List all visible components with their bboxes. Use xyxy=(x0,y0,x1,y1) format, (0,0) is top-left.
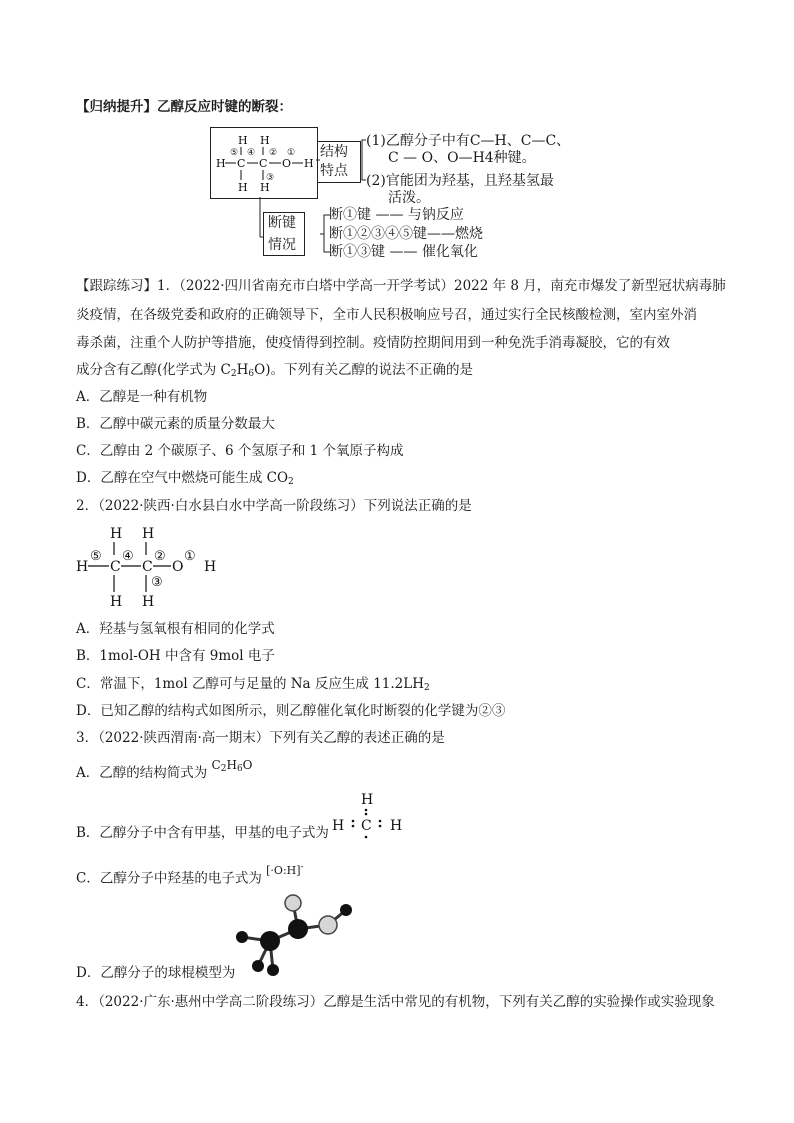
atom-h: H xyxy=(238,181,248,194)
atom-h: H xyxy=(238,134,248,147)
bond-label-1: ① xyxy=(287,148,296,158)
break-label-2: 情况 xyxy=(268,237,296,253)
q1-option-b[interactable]: B．乙醇中碳元素的质量分数最大 xyxy=(76,416,275,432)
break-label-1: 断键 xyxy=(268,215,296,231)
summary-heading: 【归纳提升】乙醇反应时键的断裂： xyxy=(76,99,292,115)
break-case-1: 断①键 —— 与钠反应 xyxy=(329,207,464,223)
atom-c: C xyxy=(237,157,246,170)
atom-c: C xyxy=(110,559,121,575)
q3-option-c-text: C．乙醇分子中羟基的电子式为 xyxy=(76,870,262,887)
structure-point-1a: (1)乙醇分子中有C—H、C—C、 xyxy=(366,133,571,149)
atom-c: C xyxy=(259,157,268,170)
atom-h: H xyxy=(110,526,123,542)
structure-label-1: 结构 xyxy=(320,144,348,160)
q2-ethanol-structure xyxy=(76,522,226,612)
bond-label-4: ④ xyxy=(247,148,256,158)
atom-h: H xyxy=(304,157,314,170)
atom-h: H xyxy=(390,818,403,834)
q3-option-a-text: A．乙醇的结构简式为 xyxy=(76,765,208,781)
q2-option-d[interactable]: D．已知乙醇的结构式如图所示，则乙醇催化氧化时断裂的化学键为②③ xyxy=(76,703,506,719)
subscript: 2 xyxy=(230,369,237,379)
q1-option-d-text: D．乙醇在空气中燃烧可能生成 CO xyxy=(76,470,289,486)
atom-h: H xyxy=(332,818,345,834)
bond-label-5: ⑤ xyxy=(230,148,239,158)
break-case-3: 断①③键 —— 催化氧化 xyxy=(329,244,478,260)
atom-c: C xyxy=(361,818,372,834)
ethanol-ball-stick-model xyxy=(230,890,365,980)
subscript: 2 xyxy=(424,683,430,693)
q3-option-a[interactable] xyxy=(76,758,253,786)
q4-stem: 4．（2022·广东·惠州中学高二阶段练习）乙醇是生活中常见的有机物，下列有关乙醇的实验操作或实验现象 xyxy=(76,994,715,1010)
atom-h: H xyxy=(110,594,123,610)
q1-intro-line-1: 【跟踪练习】1．（2022·四川省南充市白塔中学高一开学考试）2022 年 8 月，南充市爆发了新型冠状病毒肺 xyxy=(76,278,726,294)
q1-option-d[interactable] xyxy=(76,469,294,491)
bond-label-3: ③ xyxy=(151,575,163,590)
q1-option-c[interactable]: C．乙醇由 2 个碳原子、6 个氢原子和 1 个氧原子构成 xyxy=(76,443,404,459)
q1-intro-line-2: 炎疫情，在各级党委和政府的正确领导下，全市人民积极响应号召，通过实行全民核酸检测，室内室外消 xyxy=(76,307,697,323)
structure-point-1b: C — O、O—H4种键。 xyxy=(388,150,536,166)
hydroxyl-electron-formula: [·O:H]- xyxy=(266,861,304,877)
bond-label-1: ① xyxy=(184,549,196,564)
atom-h: H xyxy=(142,594,155,610)
break-case-2: 断①②③④⑤键——燃烧 xyxy=(329,226,483,242)
structure-point-2a: (2)官能团为羟基，且羟基氢最 xyxy=(366,173,554,189)
structure-label-2: 特点 xyxy=(320,163,348,179)
q1-intro-4b: H xyxy=(236,362,249,378)
atom-h: H xyxy=(204,559,217,575)
q1-option-a[interactable]: A．乙醇是一种有机物 xyxy=(76,389,208,405)
q1-intro-4a: 成分含有乙醇(化学式为 C xyxy=(76,362,231,378)
atom-h: H xyxy=(260,134,270,147)
atom-c: C xyxy=(142,559,153,575)
q2-option-b[interactable]: B．1mol-OH 中含有 9mol 电子 xyxy=(76,648,275,664)
q3-option-a-formula: $C_2H_6O$ xyxy=(211,758,253,774)
atom-o: O xyxy=(282,157,292,170)
bond-label-2: ② xyxy=(154,549,166,564)
q3-stem: 3．（2022·陕西渭南·高一期末）下列有关乙醇的表述正确的是 xyxy=(76,730,445,746)
q2-option-a[interactable]: A．羟基与氢氧根有相同的化学式 xyxy=(76,621,275,637)
q2-option-c[interactable] xyxy=(76,675,430,697)
atom-o: O xyxy=(172,559,184,575)
q1-intro-line-3: 毒杀菌，注重个人防护等措施，使疫情得到控制。疫情防控期间用到一种免洗手消毒凝胶，它的有效 xyxy=(76,335,670,351)
structure-point-2b: 活泼。 xyxy=(388,190,430,206)
bond-label-3: ③ xyxy=(266,173,275,183)
bond-label-5: ⑤ xyxy=(90,549,102,564)
atom-h: H xyxy=(260,181,270,194)
q3-option-c[interactable] xyxy=(76,861,304,889)
bond-label-2: ② xyxy=(269,148,278,158)
methyl-electron-formula xyxy=(330,790,410,846)
q3-option-d[interactable]: D．乙醇分子的球棍模型为 xyxy=(76,965,236,981)
q1-intro-4c: O)。下列有关乙醇的说法不正确的是 xyxy=(254,362,473,378)
atom-h: H xyxy=(142,526,155,542)
subscript: 2 xyxy=(288,477,294,487)
q1-intro-line-4 xyxy=(76,361,473,383)
atom-h: H xyxy=(216,157,226,170)
q2-stem: 2．（2022·陕西·白水县白水中学高一阶段练习）下列说法正确的是 xyxy=(76,498,472,514)
atom-h: H xyxy=(361,792,374,808)
q3-option-b[interactable]: B．乙醇分子中含有甲基，甲基的电子式为 xyxy=(76,825,329,841)
bond-label-4: ④ xyxy=(122,549,134,564)
subscript: 6 xyxy=(248,369,255,379)
atom-h: H xyxy=(76,559,89,575)
q2-option-c-text: C．常温下，1mol 乙醇可与足量的 Na 反应生成 11.2LH xyxy=(76,676,424,692)
